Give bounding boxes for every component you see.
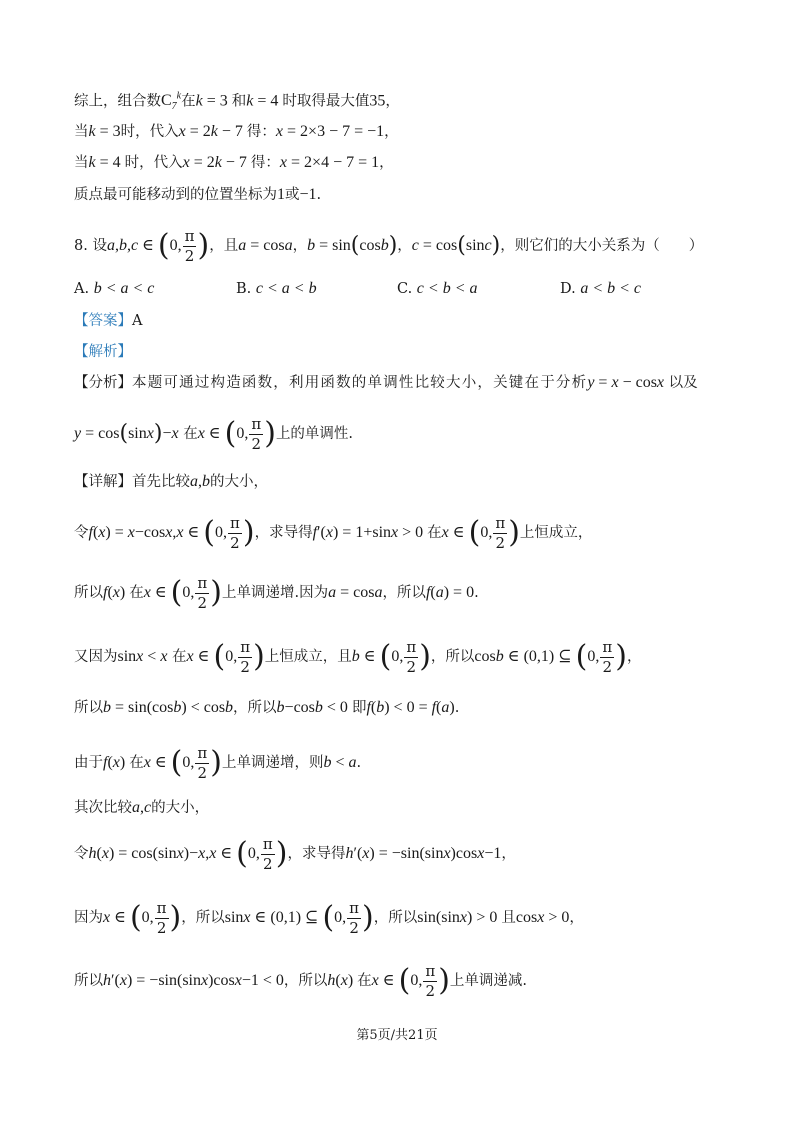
answer-line: [74, 310, 142, 332]
analysis-line: [74, 341, 132, 363]
detail-line-1: 【详解】首先比较a,b的大小，: [74, 473, 268, 490]
detail-line-3: 所以f(x) 在x ∈ (0, $\frac{\pi}{2}$ )上单调递增.因为a = cosa，所以f(a) = 0.: [74, 573, 479, 612]
option-a[interactable]: A. b < a < c: [74, 280, 155, 297]
intro-line-2: 当k = 3时，代入x = 2k − 7 得：x = 2×3 − 7 = −1，: [74, 123, 399, 140]
answer-tag: 【答案】: [74, 313, 132, 329]
detail-line-2: 令f(x) = x−cosx,x ∈ (0, $\frac{\pi}{2}$ )，求导得f′(x) = 1+sinx > 0 在x ∈ (0, $\frac{\pi}{2}$ )上恒成立，: [74, 513, 593, 552]
detail-line-6: 由于f(x) 在x ∈ (0, $\frac{\pi}{2}$ )上单调递增，则b < a.: [74, 743, 362, 782]
fenxi-line-2: y = cos(sinx)−x 在x ∈ (0, $\frac{\pi}{2}$ )上的单调性.: [74, 414, 354, 453]
detail-line-9: 因为x ∈ (0, $\frac{\pi}{2}$ )，所以sinx ∈ (0,1) ⊆ (0, $\frac{\pi}{2}$ )，所以sin(sinx) > 0 且cosx > 0，: [74, 898, 584, 937]
intro-line-3: 当k = 4 时，代入x = 2k − 7 得：x = 2×4 − 7 = 1，: [74, 154, 394, 171]
max-value: 35: [369, 92, 386, 110]
answer-value: A: [132, 313, 143, 329]
detail-line-10: 所以h′(x) = −sin(sinx)cosx−1 < 0，所以h(x) 在x ∈ (0, $\frac{\pi}{2}$ )上单调递减.: [74, 961, 528, 1000]
intro-line-1: 综上，组合数$C_7^k$在k = 3 和k = 4 时取得最大值35，: [74, 91, 400, 113]
option-b[interactable]: B. c < a < b: [236, 280, 317, 297]
detail-line-5: 所以b = sin(cosb) < cosb，所以b−cosb < 0 即f(b) < 0 = f(a).: [74, 699, 460, 716]
analysis-tag: 【解析】: [74, 344, 132, 360]
intro-line-4: 质点最可能移动到的位置坐标为1或−1.: [74, 186, 322, 203]
combination-symbol: $C_7^k$: [161, 91, 182, 113]
option-c[interactable]: C. c < b < a: [397, 280, 478, 297]
fenxi-line-1: 【分析】本题可通过构造函数，利用函数的单调性比较大小，关键在于分析y = x − cosx 以及: [74, 374, 698, 391]
detail-line-7: 其次比较a,c的大小，: [74, 799, 210, 816]
detail-line-8: 令h(x) = cos(sinx)−x,x ∈ (0, $\frac{\pi}{2}$ )，求导得h′(x) = −sin(sinx)cosx−1，: [74, 834, 516, 873]
detail-line-4: 又因为sinx < x 在x ∈ (0, $\frac{\pi}{2}$ )上恒成立，且b ∈ (0, $\frac{\pi}{2}$ )，所以cosb ∈ (0,1) ⊆ (0, $\frac{\pi}{2}$ )，: [74, 637, 642, 676]
question-8: 8. 设a,b,c ∈ (0, $\frac{\pi}{2}$ )，且a = cosa，b = sin(cosb)，c = cos(sinc)，则它们的大小关系为（ ）: [74, 226, 704, 265]
option-d[interactable]: D. a < b < c: [560, 280, 642, 297]
page-footer: 第5页/共21页: [356, 1028, 438, 1043]
